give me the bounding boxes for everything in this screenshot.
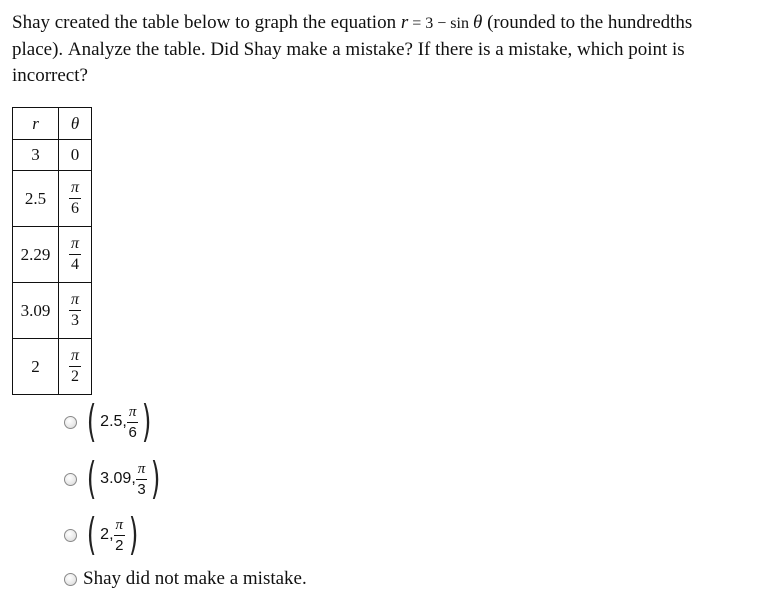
fraction-denominator: 2 [70,368,79,385]
fraction-numerator: π [114,518,126,536]
choice-point-r: 2.5, [100,413,127,430]
question-intro: Shay created the table below to graph the equation [12,12,401,33]
fraction-denominator: 3 [70,312,79,329]
choice-point [83,509,142,560]
cell-r: 3.09 [13,283,59,339]
radio-button[interactable] [64,473,77,486]
fraction-numerator: π [69,236,81,255]
left-paren: ( [86,509,97,560]
fraction-numerator: π [69,348,81,367]
table-row [13,227,92,283]
fraction [69,180,81,217]
header-r: r [13,108,59,140]
fraction-denominator: 6 [70,200,79,217]
question-text [12,10,747,89]
cell-theta [59,171,92,227]
question-prompt: (rounded to the hundredths place). Analyze the table. Did Shay make a mistake? If there is a mistake, which point is incorrect? [12,12,693,86]
fraction-numerator: π [136,462,148,480]
equation-variable-r: r [400,12,409,33]
table-row [13,283,92,339]
radio-button[interactable] [64,573,77,586]
fraction-denominator: 6 [128,423,137,441]
choice-option-2[interactable] [64,453,164,504]
table-row [13,140,92,171]
choice-point-r: 2, [100,526,114,543]
cell-r: 3 [13,140,59,171]
choice-option-1[interactable] [64,396,156,447]
equation-body: = 3 − sin [408,15,473,32]
cell-r: 2.5 [13,171,59,227]
left-paren: ( [86,396,97,447]
values-table [12,107,92,395]
equation-theta: θ [472,12,483,33]
cell-theta [59,283,92,339]
fraction-denominator: 4 [70,256,79,273]
fraction-numerator: π [69,292,81,311]
choice-point [83,396,156,447]
fraction [69,292,81,329]
choice-option-3[interactable] [64,509,142,560]
cell-theta [59,339,92,395]
choice-option-4[interactable] [64,568,307,590]
fraction-numerator: π [127,405,139,423]
radio-button[interactable] [64,529,77,542]
fraction-denominator: 2 [115,536,124,554]
header-theta: θ [59,108,92,140]
table-row [13,171,92,227]
right-paren: ) [151,453,161,504]
fraction [136,462,148,497]
table-row [13,339,92,395]
cell-r: 2.29 [13,227,59,283]
fraction [127,405,139,440]
cell-r: 2 [13,339,59,395]
fraction-denominator: 3 [137,480,146,498]
fraction-numerator: π [69,180,81,199]
right-paren: ) [128,509,139,560]
choice-label: Shay did not make a mistake. [83,568,307,589]
choice-point-r: 3.09, [100,470,136,487]
fraction [69,348,81,385]
fraction [69,236,81,273]
choice-point [83,453,164,504]
table-header-row [13,108,92,140]
fraction [114,518,126,553]
cell-theta: 0 [59,140,92,171]
cell-theta [59,227,92,283]
left-paren: ( [86,453,97,504]
right-paren: ) [142,396,152,447]
radio-button[interactable] [64,416,77,429]
